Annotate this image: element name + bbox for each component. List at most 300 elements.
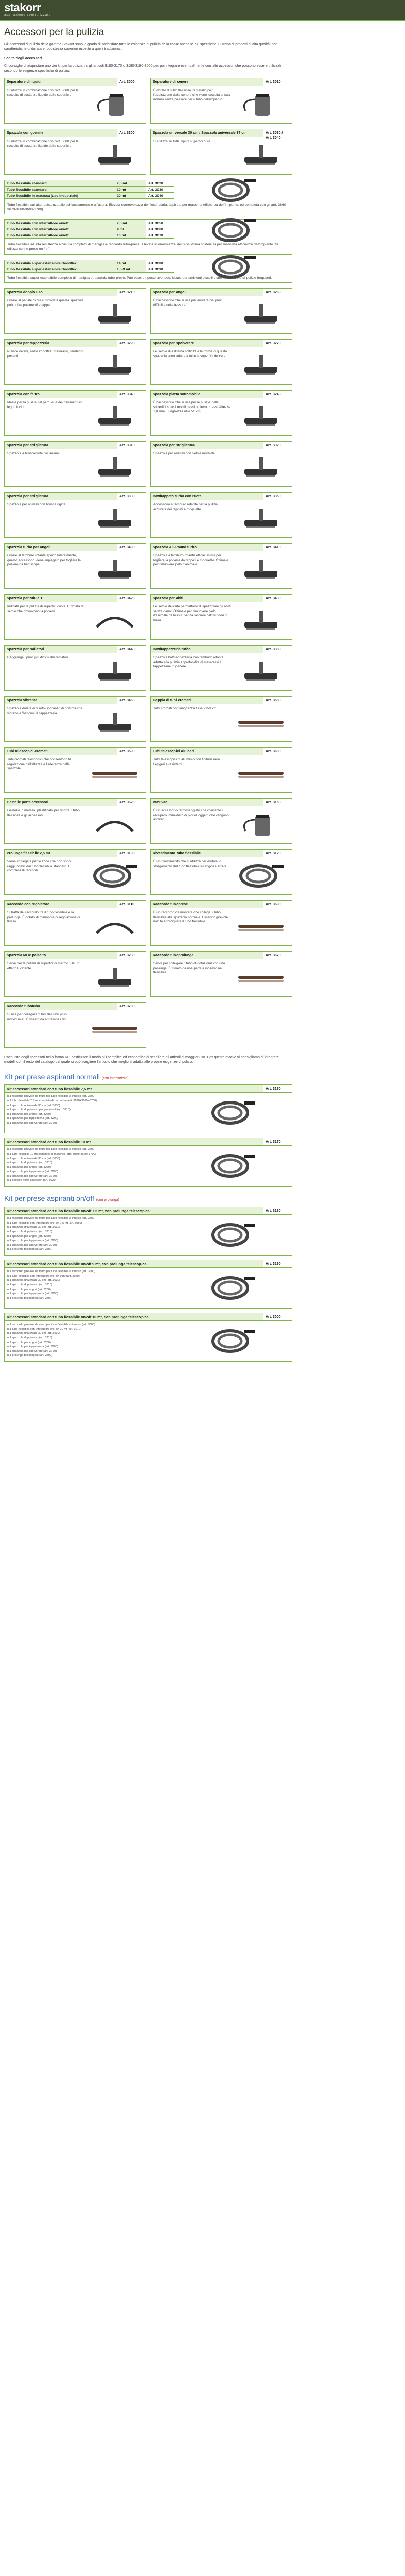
product-card[interactable] bbox=[4, 747, 146, 793]
article-number: Art. 3110 bbox=[117, 901, 146, 908]
article-number: Art. 3330 bbox=[117, 493, 146, 500]
card-body bbox=[151, 347, 292, 384]
product-image bbox=[86, 707, 143, 739]
kit-item: n.1 spazzola doppio uso (art. 3210) bbox=[7, 1336, 52, 1340]
article-number: Art. 3150 bbox=[263, 799, 292, 806]
kit-item: n.1 raccordo girevole da muro per tubo flessibile a innesto (art. 3600) bbox=[7, 1095, 96, 1098]
article-number: Art. 3300 bbox=[117, 129, 146, 137]
hose-length: 9 mt bbox=[115, 226, 146, 232]
kit-contents bbox=[7, 1148, 176, 1184]
kit-item: n.1 tubo flessibile con interruttore on / off 9 mt (art. 3060) bbox=[7, 1274, 80, 1278]
hose-name: Tubo flessibile con interruttore on/off bbox=[5, 226, 115, 232]
product-photo-icon bbox=[235, 657, 287, 686]
hose-length: 7,5 mt bbox=[115, 180, 146, 186]
kit-item: n.1 prolunga telescopica (art. 3590) bbox=[7, 1248, 53, 1251]
product-photo-icon bbox=[207, 216, 259, 245]
kit-item: n.1 prolunga telescopica (art. 3590) bbox=[7, 1296, 53, 1300]
product-name: Separatore di liquidi bbox=[5, 78, 117, 86]
product-image bbox=[176, 1323, 289, 1359]
kit-item: n.1 spazzola per spolverare (art. 3270) bbox=[7, 1243, 57, 1247]
product-image bbox=[86, 350, 143, 382]
product-card[interactable] bbox=[4, 798, 146, 844]
product-name: Spazzola con gomme bbox=[5, 129, 117, 137]
kit-body bbox=[5, 1215, 292, 1255]
kit-header bbox=[5, 1138, 292, 1146]
kit-item: n.1 raccordo girevole da muro per tubo flessibile a innesto (art. 3600) bbox=[7, 1217, 96, 1221]
product-image bbox=[233, 503, 289, 535]
card-row bbox=[4, 78, 292, 124]
kit-body bbox=[5, 1268, 292, 1308]
product-photo-icon bbox=[89, 90, 140, 119]
card-header bbox=[5, 697, 146, 704]
product-image bbox=[86, 605, 143, 637]
product-photo-icon bbox=[235, 504, 287, 533]
product-name: Raccordo tuboprese bbox=[151, 901, 263, 908]
product-name: Spazzola turbo per angoli bbox=[5, 544, 117, 551]
card-header bbox=[5, 646, 146, 653]
product-image bbox=[174, 220, 292, 240]
kit-header bbox=[5, 1260, 292, 1268]
article-number: Art. 3440 bbox=[117, 646, 146, 653]
kit-item: n.1 spazzola per tappezzeria (art. 3290) bbox=[7, 1117, 58, 1121]
product-photo-icon bbox=[89, 606, 140, 635]
card-row bbox=[4, 951, 292, 997]
kit-section-label: Kit per prese aspiranti normali bbox=[4, 1072, 100, 1081]
kit-card[interactable] bbox=[4, 1313, 292, 1362]
card-body bbox=[5, 137, 146, 174]
product-name: Spazzola per strigliatura bbox=[151, 442, 263, 449]
product-photo-icon bbox=[207, 1098, 258, 1127]
article-number: Art. 3030 / Art. 3040 bbox=[263, 129, 292, 137]
kit-item: n.1 raccordo girevole da muro per tubo flessibile a innesto (art. 3600) bbox=[7, 1148, 96, 1151]
kit-contents bbox=[7, 1270, 176, 1306]
product-name: Spazzola piatta sottomobile bbox=[151, 391, 263, 398]
article-number: Art. 3040 bbox=[146, 193, 174, 198]
product-photo-icon bbox=[235, 810, 287, 839]
article-number: Art. 3230 bbox=[117, 952, 146, 959]
kits-intro: L'acquisto degli accessori nella forma KIT costituisce il modo più semplice ed economico di scegliere gli articoli di maggior uso. Per questo motivo vi consigliamo di integrare i modelli con il resto del catalogo dal quale si può scegliere l'articolo che meglio si adatta alle proprie esigenze di pulizia. bbox=[4, 1055, 281, 1064]
article-number: Art. 3090 bbox=[146, 266, 174, 272]
product-description: Serve per la pulizia di superfici di marmo. Ha un effetto lucidante. bbox=[7, 961, 79, 970]
card-header bbox=[5, 442, 146, 449]
kit-body bbox=[5, 1146, 292, 1186]
card-header bbox=[151, 544, 292, 551]
card-body bbox=[151, 653, 292, 690]
product-card[interactable] bbox=[4, 288, 146, 334]
card-header bbox=[151, 850, 292, 857]
kit-section-title bbox=[0, 1069, 405, 1085]
card-row bbox=[4, 798, 292, 844]
article-number: Art. 3310 bbox=[117, 442, 146, 449]
article-number: Art. 3620 bbox=[117, 799, 146, 806]
kit-item: n.1 spazzola per angoli (art. 3260) bbox=[7, 1112, 51, 1116]
kit-item: n.1 spazzola per angoli (art. 3260) bbox=[7, 1287, 51, 1291]
product-name: Tubi telescopici Alu neri bbox=[151, 748, 263, 755]
kit-item: n.1 tubo flessibile con interruttore on / off 7,5 mt (art. 3050) bbox=[7, 1221, 82, 1225]
product-photo-icon bbox=[89, 657, 140, 686]
product-name: Spazzola per strigliatura bbox=[5, 442, 117, 449]
product-description: Gestello in metallo, plastificato per riporre il tubo flessibile e gli accessori. bbox=[7, 808, 80, 817]
card-body bbox=[151, 86, 292, 123]
product-name: Spazzola per radiatori bbox=[5, 646, 117, 653]
hose-card[interactable] bbox=[4, 180, 292, 214]
card-body bbox=[5, 1010, 146, 1047]
kit-item: n.1 spazzola per spolverare (art. 3270) bbox=[7, 1349, 57, 1353]
product-photo-icon bbox=[89, 141, 140, 170]
product-photo-icon bbox=[89, 351, 140, 380]
product-description: È un accessorio termosaggiato che consente il recupero immediato di piccoli oggetti che vengono aspirati. bbox=[153, 808, 229, 822]
product-card[interactable] bbox=[150, 849, 292, 895]
product-card[interactable] bbox=[150, 951, 292, 997]
product-image bbox=[86, 503, 143, 535]
kit-name: Kit accessori standard con tubo flessibile on/off 9 mt, con prolunga telescopica bbox=[5, 1260, 263, 1267]
product-image bbox=[86, 1013, 143, 1045]
product-card[interactable] bbox=[4, 1002, 146, 1048]
hose-rows bbox=[5, 180, 292, 200]
card-header bbox=[151, 391, 292, 398]
hose-length: 20 mt bbox=[115, 193, 146, 198]
hose-rows bbox=[5, 260, 292, 274]
product-photo-icon bbox=[235, 90, 287, 119]
card-header bbox=[5, 129, 146, 137]
kit-item: n.1 spazzola per spolverare (art. 3270) bbox=[7, 1121, 57, 1125]
kit-card[interactable] bbox=[4, 1260, 292, 1309]
product-image bbox=[86, 89, 143, 121]
kit-name: Kit accessori standard con tubo flessibile 10 mt bbox=[5, 1138, 263, 1145]
product-card[interactable] bbox=[150, 900, 292, 946]
product-description: Accessorio a tamburo rotante per la pulizia accurata dei tappeti e moquette. bbox=[153, 502, 218, 511]
article-number: Art. 3600 bbox=[263, 748, 292, 755]
article-number: Art. 3120 bbox=[263, 850, 292, 857]
product-card[interactable] bbox=[150, 441, 292, 487]
card-header bbox=[5, 340, 146, 347]
product-name: Spazzola per abiti bbox=[151, 595, 263, 602]
card-header bbox=[151, 748, 292, 755]
product-image bbox=[86, 401, 143, 433]
card-body bbox=[5, 857, 146, 894]
kit-contents bbox=[7, 1217, 176, 1253]
article-number: Art. 3690 bbox=[263, 901, 292, 908]
hose-name: Tubo flessibile in matassa (uso industriale) bbox=[5, 193, 115, 198]
intro bbox=[0, 42, 288, 74]
product-card[interactable] bbox=[150, 129, 292, 175]
product-name: Spazzola MOP paiscito bbox=[5, 952, 117, 959]
card-row bbox=[4, 129, 292, 175]
kit-item: n.1 tubo flessibile 10 mt completo di raccordo (artt. 3030+3660+3700) bbox=[7, 1153, 96, 1156]
card-header bbox=[151, 442, 292, 449]
product-photo-icon bbox=[207, 176, 259, 205]
article-number: Art. 3380 bbox=[263, 646, 292, 653]
product-description: È un raccordo da montare che collega il tubo flessibile alla spazzola normale. Essendo girevole non fa attorcigliare il tubo flessibile. bbox=[153, 910, 228, 924]
product-image bbox=[86, 452, 143, 484]
product-card[interactable] bbox=[150, 78, 292, 124]
product-photo-icon bbox=[235, 300, 287, 329]
product-name: Spazzola per spolverare bbox=[151, 340, 263, 347]
product-image bbox=[233, 89, 289, 121]
product-card[interactable] bbox=[4, 900, 146, 946]
product-photo-icon bbox=[89, 300, 140, 329]
kit-item: n.1 spazzola per tappezzeria (art. 3290) bbox=[7, 1345, 58, 1349]
article-number: Art. 3410 bbox=[263, 544, 292, 551]
product-image bbox=[86, 860, 143, 892]
intro-paragraph: Gli accessori di pulizia della gamma Stakorr sono in grado di soddisfare tutte le esigenze di pulizia della casa: anche le più specifiche. Si tratta di prodotti di alta qualità: con caratteristiche di durata e robustezza superiori rispetto a quelli tradizionali. bbox=[4, 42, 278, 52]
product-description: Spazzola per animali con brusca rigida. bbox=[7, 502, 67, 506]
product-image bbox=[174, 260, 292, 274]
product-image bbox=[176, 1095, 289, 1131]
product-photo-icon bbox=[89, 963, 140, 992]
kit-item: n.1 spazzola per tappezzeria (art. 3290) bbox=[7, 1292, 58, 1296]
hose-length: 1,5-9 mt bbox=[115, 266, 146, 272]
kit-item: n.1 raccordo girevole da muro per tubo flessibile a innesto (art. 3600) bbox=[7, 1270, 96, 1274]
intro-paragraph-2: Ci consiglie di acquistare uno dei kit per la pulizia tra gli articoli 3180-3170 o 3180-3190-3000 per poi integrare eventualmente con altri accessori che possono essere utilizzati secondo le esigenze specifiche di pulizia. bbox=[4, 64, 281, 73]
product-card[interactable] bbox=[150, 645, 292, 691]
product-name: Spazzola vibrante bbox=[5, 697, 117, 704]
product-card[interactable] bbox=[150, 492, 292, 538]
card-header bbox=[5, 850, 146, 857]
product-photo-icon bbox=[207, 1221, 258, 1249]
page-title: Accessori per la pulizia bbox=[4, 27, 104, 38]
product-photo-icon bbox=[235, 912, 287, 941]
card-row bbox=[4, 441, 292, 487]
product-description: Si tratta del raccordo tra il tubo flessibile e la prolunga. È dotato di manopola di regolazione di flusso. bbox=[7, 910, 80, 924]
card-body bbox=[5, 449, 146, 486]
product-photo-icon bbox=[207, 1151, 258, 1180]
product-card[interactable] bbox=[4, 951, 146, 997]
product-card[interactable] bbox=[4, 594, 146, 640]
kit-contents bbox=[7, 1095, 176, 1131]
kit-name: Kit accessori standard con tubo flessibile on/off 7,5 mt, con prolunga telescopica bbox=[5, 1207, 263, 1214]
intro-heading: Scelta degli accessori bbox=[4, 56, 42, 60]
kit-item: n.1 spazzola doppio uso (art. 3210) bbox=[7, 1283, 52, 1286]
card-body bbox=[151, 137, 292, 174]
hose-list bbox=[5, 260, 174, 274]
kit-item: n.1 spazzola per angoli (art. 3260) bbox=[7, 1341, 51, 1344]
kit-section-label: Kit per prese aspiranti on/off bbox=[4, 1194, 94, 1203]
article-number: Art. 3000 bbox=[263, 1313, 292, 1320]
card-header bbox=[151, 340, 292, 347]
card-header bbox=[151, 901, 292, 908]
product-photo-icon bbox=[89, 912, 140, 941]
product-image bbox=[86, 911, 143, 943]
product-image bbox=[233, 140, 289, 172]
hose-row bbox=[5, 220, 174, 226]
article-number: Art. 3190 bbox=[263, 1260, 292, 1267]
product-card[interactable] bbox=[150, 339, 292, 385]
product-description: Ideale per la pulizia del parquet e dei pavimenti in legno lucidi. bbox=[7, 400, 82, 409]
product-description: Spazzola a bruscacorta per animali. bbox=[7, 451, 61, 455]
article-number: Art. 3070 bbox=[146, 232, 174, 238]
product-name: Raccordo tubotubo bbox=[5, 1003, 117, 1010]
card-header bbox=[151, 799, 292, 806]
product-description: È l'accessorio che si usa per arrivare nei punti difficili e nelle fessure. bbox=[153, 298, 223, 307]
product-card[interactable] bbox=[150, 747, 292, 793]
kit-item: n.1 spazzola per tappezzeria (art. 3290) bbox=[7, 1239, 58, 1243]
product-photo-icon bbox=[207, 1274, 258, 1302]
header-bar bbox=[0, 0, 405, 20]
kit-item: n.1 spazzola universale 30 cm (art. 3030) bbox=[7, 1157, 60, 1160]
card-body bbox=[5, 551, 146, 588]
card-body bbox=[151, 704, 292, 741]
product-image bbox=[86, 554, 143, 586]
product-description: Serve per collegare il tubo di dotazione con una prolunga. È fissato da una parte a incastro nel flessibile. bbox=[153, 961, 225, 975]
product-name: Coppia di tubi cromati bbox=[151, 697, 263, 704]
card-body bbox=[5, 755, 146, 792]
hose-name: Tubo flessibile con interruttore on/off bbox=[5, 220, 115, 226]
article-number: Art. 3030 bbox=[146, 187, 174, 192]
kit-item: n.1 spazzola universale 30 cm (art. 3030) bbox=[7, 1279, 60, 1282]
hose-row bbox=[5, 266, 174, 273]
product-image bbox=[233, 707, 289, 739]
article-number: Art. 3020 bbox=[146, 180, 174, 186]
product-description: È l'accessorio che si usa per le pulizie delle superfici sotto i mobili bassi o dietro di essi. Altezza 1,8 mm. Lunghezza utile 50 cm. bbox=[153, 400, 231, 414]
product-description: Le setole di estrema sofficità e la forma di questa spazzola sono adatte a tutte le superfici delicate. bbox=[153, 349, 227, 358]
logo-wordmark: stakorr bbox=[4, 1, 41, 14]
hose-length: 10 mt bbox=[115, 187, 146, 192]
card-header bbox=[5, 748, 146, 755]
product-name: Spazzola per tappezzeria bbox=[5, 340, 117, 347]
product-description: Spazzola dotata di 3 rotoli ingranati di gomma che vibrano e 'battono' la tappezzeria. bbox=[7, 706, 83, 715]
article-number: Art. 3000 bbox=[117, 78, 146, 86]
card-body bbox=[151, 296, 292, 333]
card-header bbox=[5, 391, 146, 398]
card-body bbox=[5, 347, 146, 384]
product-photo-icon bbox=[235, 708, 287, 737]
product-image bbox=[233, 554, 289, 586]
product-card[interactable] bbox=[4, 543, 146, 589]
card-header bbox=[5, 289, 146, 296]
product-photo-icon bbox=[235, 555, 287, 584]
card-header bbox=[151, 595, 292, 602]
product-photo-icon bbox=[235, 963, 287, 992]
kit-name: Kit accessori standard con tubo flessibile on/off 10 mt, con prolunga telescopica bbox=[5, 1313, 263, 1320]
hose-name: Tubo flessibile con interruttore on/off bbox=[5, 232, 115, 238]
product-image bbox=[86, 758, 143, 790]
hose-length: 7,5 mt bbox=[115, 220, 146, 226]
card-header bbox=[151, 952, 292, 959]
product-description: Le setole delicate permettono di spazzolare gli abiti senza danni. Ottimale per rimuovere pelo d'animale da tessuti senza lasciare cattivi odori in casa. bbox=[153, 604, 231, 622]
product-description: È un rivestimento che si utilizza per evitare lo sfregamento del tubo flessibile su angoli e arredi. bbox=[153, 859, 227, 868]
product-name: Rivestimento tubo flessibile bbox=[151, 850, 263, 857]
product-card[interactable] bbox=[4, 78, 146, 124]
product-name: Tubi telescopici cromati bbox=[5, 748, 117, 755]
product-image bbox=[233, 299, 289, 331]
card-body bbox=[5, 602, 146, 639]
product-card[interactable] bbox=[4, 849, 146, 895]
article-number: Art. 3010 bbox=[263, 78, 292, 86]
kit-item: n.1 spazzola per tappezzeria (art. 3290) bbox=[7, 1170, 58, 1174]
product-card[interactable] bbox=[4, 129, 146, 175]
article-number: Art. 3460 bbox=[117, 697, 146, 704]
product-description: Si utilizza in combinazione con l'art. 3000 per la raccolta di sostanze liquide dalle superfici. bbox=[7, 88, 79, 97]
kit-header bbox=[5, 1207, 292, 1215]
article-number: Art. 3270 bbox=[263, 340, 292, 347]
product-description: Grazie al tamburo rotante aperto lateralmente, questo accessorio viene impiegato per togliere la polvere da battiscopa. bbox=[7, 553, 81, 567]
card-row bbox=[4, 288, 292, 334]
card-header bbox=[5, 493, 146, 500]
product-description: Viene impiegata per le zone che non sono raggiungibili dal tubo flessibile standard. È completa di raccordi. bbox=[7, 859, 71, 873]
card-body bbox=[151, 449, 292, 486]
card-header bbox=[151, 646, 292, 653]
card-body bbox=[151, 602, 292, 639]
product-image bbox=[233, 809, 289, 841]
kit-item: n.1 spazzola universale 30 cm (art. 3030) bbox=[7, 1332, 60, 1335]
kit-card[interactable] bbox=[4, 1138, 292, 1187]
card-row bbox=[4, 339, 292, 385]
card-row bbox=[4, 543, 292, 589]
kit-section-title bbox=[0, 1191, 405, 1207]
article-number: Art. 3060 bbox=[146, 226, 174, 232]
hose-list bbox=[5, 220, 174, 240]
product-photo-icon bbox=[89, 759, 140, 788]
product-card[interactable] bbox=[4, 696, 146, 742]
product-card[interactable] bbox=[150, 390, 292, 436]
logo[interactable] bbox=[4, 2, 51, 18]
product-name: Spazzola doppio uso bbox=[5, 289, 117, 296]
card-body bbox=[5, 908, 146, 945]
product-card[interactable] bbox=[150, 798, 292, 844]
card-row bbox=[4, 594, 292, 640]
product-card[interactable] bbox=[4, 339, 146, 385]
product-card[interactable] bbox=[4, 492, 146, 538]
card-body bbox=[5, 86, 146, 123]
product-description: Indicata per la pulizia di superfici curve. È dotata di setole che rimuovono la polvere. bbox=[7, 604, 84, 613]
product-photo-icon bbox=[207, 1327, 258, 1355]
card-row bbox=[4, 696, 292, 742]
card-header bbox=[151, 697, 292, 704]
hose-row bbox=[5, 187, 174, 193]
article-number: Art. 3400 bbox=[117, 544, 146, 551]
card-row bbox=[4, 747, 292, 793]
product-name: Vacuvac bbox=[151, 799, 263, 806]
product-description: È dotato di tubo flessibile in metallo per l'aspirazione della cenere che viene raccolta al suo interno senza passare per il tubo dell'impianto. bbox=[153, 88, 230, 101]
card-body bbox=[151, 857, 292, 894]
product-image bbox=[233, 350, 289, 382]
card-body bbox=[151, 398, 292, 435]
product-card[interactable] bbox=[150, 594, 292, 640]
card-header bbox=[5, 78, 146, 86]
hose-card[interactable] bbox=[4, 260, 292, 283]
product-card[interactable] bbox=[4, 645, 146, 691]
product-photo-icon bbox=[235, 351, 287, 380]
card-header bbox=[151, 78, 292, 86]
product-card[interactable] bbox=[150, 288, 292, 334]
product-card[interactable] bbox=[150, 543, 292, 589]
product-image bbox=[176, 1217, 289, 1253]
card-header bbox=[5, 544, 146, 551]
product-image bbox=[176, 1270, 289, 1306]
card-row bbox=[4, 849, 292, 895]
article-number: Art. 3260 bbox=[263, 289, 292, 296]
product-card[interactable] bbox=[4, 390, 146, 436]
hose-row bbox=[5, 232, 174, 239]
hose-card[interactable] bbox=[4, 219, 292, 254]
article-number: Art. 3290 bbox=[117, 340, 146, 347]
article-number: Art. 3210 bbox=[117, 289, 146, 296]
kit-item: n.1 spazzola per angoli (art. 3260) bbox=[7, 1165, 51, 1169]
kit-item: n.1 spazzola universale 30 cm (art. 3030) bbox=[7, 1104, 60, 1107]
product-card[interactable] bbox=[4, 441, 146, 487]
product-description: Grazie al pedale di cui è provvista questa spazzola può pulire pavimenti e tappeti. bbox=[7, 298, 84, 307]
product-description: Si utilizza su tutti i tipi di superfici dure. bbox=[153, 139, 212, 143]
product-photo-icon bbox=[89, 504, 140, 533]
product-card[interactable] bbox=[150, 696, 292, 742]
hose-description: Tubo flessibile ad alta resistenza all'usura completo di maniglia e raccordo tubo-prese. Elevata scorrevolezza dei flussi d'aria sostenuta per massima efficienza dell'impianto. Si utilizza con le prese on / off. bbox=[7, 243, 278, 251]
kit-card[interactable] bbox=[4, 1207, 292, 1256]
product-name: Battitappezzeria turbo bbox=[151, 646, 263, 653]
kit-card[interactable] bbox=[4, 1084, 292, 1133]
kit-item: n.1 raccordo girevole da muro per tubo flessibile a innesto (art. 3600) bbox=[7, 1323, 96, 1327]
product-photo-icon bbox=[89, 402, 140, 431]
